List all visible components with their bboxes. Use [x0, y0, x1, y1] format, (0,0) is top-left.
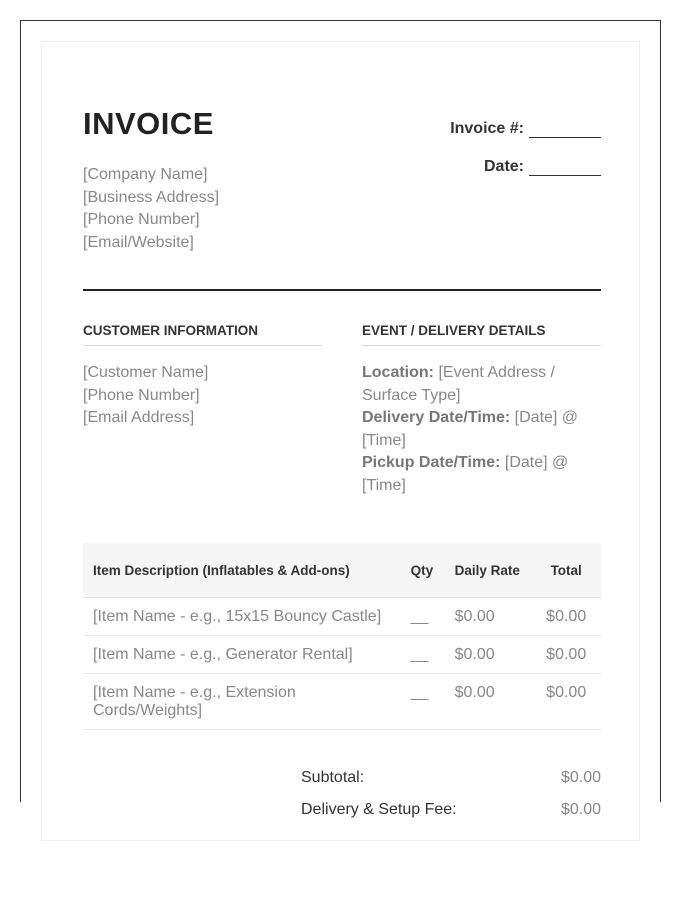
invoice-number-blank[interactable] [529, 123, 601, 138]
invoice-date-blank[interactable] [529, 161, 601, 176]
company-phone: [Phone Number] [83, 211, 200, 228]
item-qty: __ [401, 598, 445, 636]
item-total: $0.00 [531, 674, 601, 730]
invoice-page [41, 41, 640, 841]
item-total: $0.00 [531, 636, 601, 674]
delivery-fee-row [301, 801, 601, 821]
invoice-title: INVOICE [83, 106, 214, 141]
company-address: [Business Address] [83, 188, 220, 206]
invoice-date-label: Date: [483, 158, 524, 175]
table-row [83, 674, 601, 730]
company-info [83, 164, 219, 254]
item-qty: __ [401, 636, 445, 674]
table-row [83, 598, 601, 636]
event-delivery-label: Delivery Date/Time: [362, 409, 511, 426]
item-qty: __ [401, 674, 445, 730]
event-location-label: Location: [362, 364, 434, 381]
item-total: $0.00 [531, 598, 601, 636]
items-table-header [83, 543, 601, 598]
event-details [362, 362, 601, 497]
invoice-date-row [484, 158, 601, 176]
company-name: [Company Name] [83, 166, 208, 183]
customer-info [83, 362, 208, 430]
event-location-value: [Event Address / Surface Type] [362, 364, 555, 404]
invoice-number-row [450, 120, 601, 138]
event-section-heading: EVENT / DELIVERY DETAILS [362, 323, 601, 346]
item-rate: $0.00 [445, 598, 532, 636]
customer-phone: [Phone Number] [83, 386, 200, 404]
item-rate: $0.00 [445, 674, 532, 730]
item-rate: $0.00 [445, 636, 532, 674]
table-row [83, 636, 601, 674]
items-table [83, 543, 601, 730]
header-divider [83, 289, 601, 291]
event-delivery-value: [Date] @ [Time] [362, 409, 579, 449]
event-pickup [362, 452, 601, 497]
item-description: [Item Name - e.g., Generator Rental] [83, 636, 401, 674]
customer-name: [Customer Name] [83, 364, 209, 381]
event-pickup-label: Pickup Date/Time: [362, 454, 501, 471]
document-frame [20, 20, 661, 818]
customer-section-heading: CUSTOMER INFORMATION [83, 323, 322, 346]
event-location [362, 362, 601, 407]
item-description: [Item Name - e.g., 15x15 Bouncy Castle] [83, 598, 401, 636]
header-qty: Qty [401, 543, 445, 598]
item-description: [Item Name - e.g., Extension Cords/Weights] [83, 674, 401, 730]
company-email: [Email/Website] [83, 233, 194, 251]
delivery-fee-value: $0.00 [560, 801, 601, 818]
invoice-number-label: Invoice #: [450, 120, 524, 137]
event-pickup-value: [Date] @ [Time] [362, 454, 569, 494]
event-delivery [362, 407, 601, 452]
subtotal-label: Subtotal: [301, 769, 365, 786]
customer-email: [Email Address] [83, 409, 195, 426]
header-total: Total [531, 543, 601, 598]
subtotal-row [301, 769, 601, 789]
header-rate: Daily Rate [445, 543, 532, 598]
delivery-fee-label: Delivery & Setup Fee: [301, 801, 457, 818]
header-description: Item Description (Inflatables & Add-ons) [83, 543, 401, 598]
subtotal-value: $0.00 [560, 769, 601, 786]
